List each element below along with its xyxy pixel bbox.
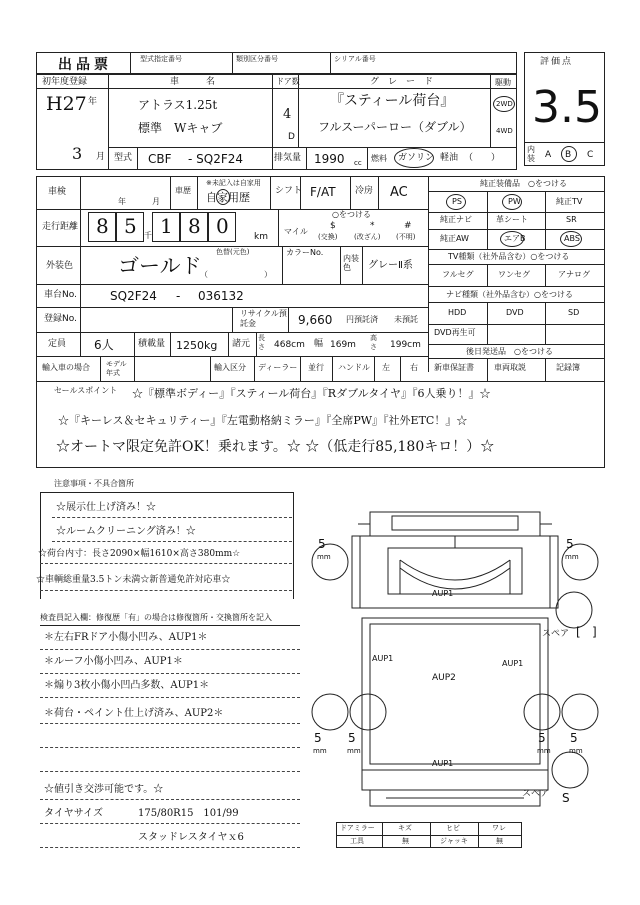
evaluation-label: 評価点	[540, 57, 574, 67]
model-year-label: モデル年式	[106, 360, 127, 377]
tv-title: TV種類（社外品含む）○をつける	[448, 252, 570, 261]
car-name-line1: アトラス1.25t	[138, 98, 218, 112]
studless-note: スタッドレスタイヤｘ6	[138, 832, 244, 843]
recycle-status: 未預託	[394, 315, 418, 324]
fuel-gasoline: ガソリン	[398, 153, 435, 163]
model-label: 型式	[114, 153, 133, 163]
tire-depth-rr1: 5	[538, 731, 546, 745]
equip-pw-circle	[502, 194, 522, 210]
fuel-paren: （ ）	[464, 153, 501, 163]
tv-analog: アナログ	[558, 270, 590, 279]
spare-bottom-value: S	[562, 791, 570, 805]
equip-airbag-circle	[500, 231, 524, 247]
mileage-digit-1-text: 8	[96, 214, 109, 238]
sales-points-label: セールスポイント	[54, 386, 118, 395]
interior-color-label: 内装色	[343, 254, 359, 272]
interior-color-value: グレーⅡ系	[368, 260, 413, 271]
chassis-label: 車台No.	[44, 290, 77, 300]
tire-depth-rr2: 5	[570, 731, 578, 745]
inspector-note-3: ＊煽り3枚小傷小凹凸多数、AUP1＊	[44, 680, 210, 691]
spare-bottom-label: スペア	[522, 789, 550, 799]
equip-ps: PS	[452, 197, 462, 206]
note-1: ☆展示仕上げ済み！☆	[56, 502, 156, 513]
first-reg-era: H27	[46, 93, 87, 115]
dvd-playable: DVD再生可	[434, 328, 476, 337]
aup2-bed: AUP2	[432, 673, 456, 683]
equip-sr: SR	[566, 215, 577, 224]
displacement-value: 1990	[314, 152, 345, 166]
mileage-digit-3-text: 1	[160, 214, 173, 238]
meter-exchange-txt: (交換)	[318, 233, 338, 241]
interior-grade-b: B	[565, 150, 572, 160]
equip-airbag: エアB	[504, 234, 526, 243]
handle-right: 右	[410, 363, 418, 372]
tire-depth-fr-mm: mm	[565, 553, 579, 561]
inspector-note-1: ＊左右FRドア小傷小凹み、AUP1＊	[44, 632, 208, 643]
inspector-note-2: ＊ルーフ小傷小凹み、AUP1＊	[44, 656, 183, 667]
nav-dvd: DVD	[506, 308, 524, 317]
color-label: 外装色	[46, 261, 74, 271]
ac-value: AC	[390, 185, 408, 200]
length-label: 長さ	[258, 334, 265, 351]
legend-tools: 工具	[350, 837, 364, 845]
equip-abs: ABS	[564, 234, 580, 243]
aup1-rear: AUP1	[432, 759, 454, 768]
chassis-model: SQ2F24	[110, 289, 157, 303]
note-3: ☆荷台内寸：長さ2090×幅1610×高さ380mm☆	[38, 549, 241, 559]
car-name-line2: 標準 Wキャブ	[138, 121, 223, 135]
meter-label: マイル	[284, 227, 308, 236]
tire-depth-fr: 5	[566, 537, 574, 551]
tire-depth-fl-mm: mm	[317, 553, 331, 561]
first-reg-label: 初年度登録	[42, 77, 88, 87]
color-change-paren: （ ）	[200, 270, 272, 279]
fuel-diesel: 軽油	[440, 153, 459, 163]
meter-unknown-sym: #	[404, 221, 412, 231]
model-code: - SQ2F24	[188, 152, 244, 166]
chassis-no: 036132	[198, 289, 244, 303]
legend-jack: ジャッキ	[440, 837, 468, 845]
equip-ps-circle	[446, 194, 466, 210]
docs-records: 記録簿	[556, 363, 580, 372]
registration-label: 登録No.	[44, 314, 77, 324]
tv-fullseg: フルセグ	[442, 270, 474, 279]
history-label: 車歴	[175, 186, 191, 195]
sheet-title: 出品票	[58, 57, 112, 73]
handle-left: 左	[382, 363, 390, 372]
door-type: D	[288, 132, 295, 142]
grade-line2: フルスーパーロー（ダブル）	[318, 120, 472, 134]
shift-value: F/AT	[310, 185, 336, 199]
displacement-label: 排気量	[274, 153, 302, 163]
legend-header-mirror: ドアミラー	[340, 824, 375, 832]
sales-point-line2: ☆『キーレス＆セキュリティー』『左電動格納ミラー』『全席PW』『社外ETC！』☆	[58, 414, 468, 427]
handle-label: ハンドル	[338, 363, 370, 372]
tire-size-label: タイヤサイズ	[44, 808, 103, 819]
mileage-unit: km	[254, 232, 268, 242]
displacement-unit: cc	[354, 159, 362, 167]
meter-note: ○をつける	[332, 210, 371, 219]
model-prefix: CBF	[148, 152, 172, 166]
width-value: 169m	[330, 340, 356, 350]
serial-no-label: シリアル番号	[334, 55, 376, 63]
grade-header: グ レ ー ド	[370, 77, 434, 87]
tire-depth-rl1: 5	[314, 731, 322, 745]
tire-depth-rl1-mm: mm	[313, 747, 327, 755]
docs-warranty: 新車保証書	[434, 363, 474, 372]
history-value: 自家用歴	[206, 191, 250, 204]
drive-label: 駆動	[495, 78, 511, 87]
nav-hdd: HDD	[448, 308, 467, 317]
chassis-dash: -	[176, 289, 181, 303]
recycle-value: 9,660	[298, 313, 333, 327]
inspector-title: 検査員記入欄：修復歴「有」の場合は修復箇所・交換箇所を記入	[40, 613, 272, 622]
shift-label: シフト	[275, 186, 303, 196]
genuine-title: 純正装備品 ○をつける	[480, 179, 567, 188]
meter-tampered-txt: (改ざん)	[354, 233, 381, 241]
note-4: ☆車輌総重量3.5トン未満☆新普通免許対応車☆	[36, 575, 231, 585]
legend-tools-value: 無	[402, 837, 409, 845]
aup1-right-side: AUP1	[502, 659, 524, 668]
grade-line1: 『スティール荷台』	[330, 93, 455, 109]
import-cat-label: 輸入区分	[214, 363, 246, 372]
drive-2wd: 2WD	[496, 100, 513, 108]
docs-manual: 車両取説	[494, 363, 526, 372]
parallel-label: 並行	[308, 363, 324, 372]
equip-nav: 純正ナビ	[440, 215, 472, 224]
tire-depth-fl: 5	[318, 537, 326, 551]
vehicle-diagram	[300, 500, 610, 820]
tire-depth-rr1-mm: mm	[537, 747, 551, 755]
equip-tv: 純正TV	[556, 197, 583, 206]
history-note: ※未記入は自家用	[206, 179, 261, 187]
docs-title: 後日発送品 ○をつける	[466, 347, 553, 356]
ac-label: 冷房	[355, 186, 374, 196]
tire-depth-rr2-mm: mm	[569, 747, 583, 755]
meter-exchange-sym: $	[330, 221, 336, 231]
mileage-digit-5-text: 0	[216, 214, 229, 238]
load-label: 積載量	[138, 339, 166, 349]
mileage-digit-2-text: 5	[124, 214, 137, 238]
note-2: ☆ルームクリーニング済み！☆	[56, 526, 196, 537]
car-name-header: 車 名	[170, 77, 216, 87]
mileage-label: 走行距離	[42, 222, 79, 232]
dims-label: 諸元	[232, 339, 251, 349]
load-value: 1250kg	[176, 339, 218, 352]
capacity-label: 定員	[48, 339, 67, 349]
legend-header-scratch: キズ	[398, 824, 412, 832]
legend-header-break: ワレ	[492, 824, 506, 832]
meter-tampered-sym: *	[370, 221, 375, 231]
mileage-digit-4-text: 8	[188, 214, 201, 238]
color-change-label: 色替(元色)	[216, 248, 250, 256]
recycle-label: リサイクル預託金	[240, 309, 287, 328]
interior-grade-a: A	[545, 150, 552, 160]
interior-label: 内装	[527, 145, 535, 163]
legend-jack-value: 無	[496, 837, 503, 845]
year-label: 年	[88, 97, 98, 107]
color-value: ゴールド	[118, 254, 202, 278]
sales-point-line1: ☆『標準ボディー』『スティール荷台』『Rダブルタイヤ』『6人乗り！』☆	[132, 387, 491, 400]
history-circle	[216, 189, 230, 205]
tv-oneseg: ワンセグ	[498, 270, 530, 279]
inspection-month: 月	[152, 197, 160, 206]
nav-sd: SD	[568, 308, 580, 317]
tire-depth-rl2-mm: mm	[347, 747, 361, 755]
negotiable-note: ☆値引き交渉可能です。☆	[44, 784, 164, 795]
import-label: 輸入車の場合	[42, 363, 90, 372]
height-value: 199cm	[390, 340, 421, 350]
aup1-left-side: AUP1	[372, 654, 394, 663]
doors-header: ドア数	[276, 77, 300, 86]
sales-point-line3: ☆オートマ限定免許OK！乗れます。☆ ☆（低走行85,180キロ！）☆	[56, 439, 495, 455]
inspection-label: 車検	[48, 187, 67, 197]
mileage-thousand: 千	[144, 231, 152, 240]
capacity-value: 6人	[94, 338, 114, 352]
recycle-unit: 円預託済	[346, 315, 378, 324]
tire-size-value: 175/80R15 101/99	[138, 808, 239, 819]
month-label: 月	[96, 152, 106, 162]
inspection-year: 年	[118, 197, 126, 206]
equip-aw: 純正AW	[440, 234, 469, 243]
aup1-cab-front: AUP1	[432, 589, 454, 598]
first-reg-month: 3	[72, 144, 83, 163]
equip-pw: PW	[508, 197, 521, 206]
inspector-note-4: ＊荷台・ペイント仕上げ済み、AUP2＊	[44, 708, 224, 719]
length-value: 468cm	[274, 340, 305, 350]
color-no-label: カラーNo.	[286, 248, 324, 257]
spare-top-label: スペア	[542, 629, 570, 639]
fuel-label: 燃料	[371, 154, 387, 163]
drive-4wd: 4WD	[496, 127, 513, 135]
category-no-label: 類別区分番号	[236, 55, 278, 63]
legend-header-crack: ヒビ	[446, 824, 460, 832]
spare-top-bracket: [	[576, 625, 581, 639]
equip-abs-circle	[560, 231, 582, 247]
equip-leather: 革シート	[496, 215, 528, 224]
tire-depth-rl2: 5	[348, 731, 356, 745]
notes-title: 注意事項・不具合箇所	[54, 479, 134, 488]
meter-unknown-txt: (不明)	[396, 233, 416, 241]
width-label: 幅	[314, 339, 324, 349]
interior-grade-c: C	[587, 150, 594, 160]
doors-value: 4	[283, 107, 292, 122]
nav-title: ナビ種類（社外品含む）○をつける	[446, 290, 573, 299]
height-label: 高さ	[370, 334, 377, 351]
spare-top-bracket-close: ]	[592, 625, 597, 639]
evaluation-score: 3.5	[532, 82, 602, 133]
dealer-label: ディーラー	[258, 363, 298, 372]
model-designation-label: 型式指定番号	[140, 55, 182, 63]
